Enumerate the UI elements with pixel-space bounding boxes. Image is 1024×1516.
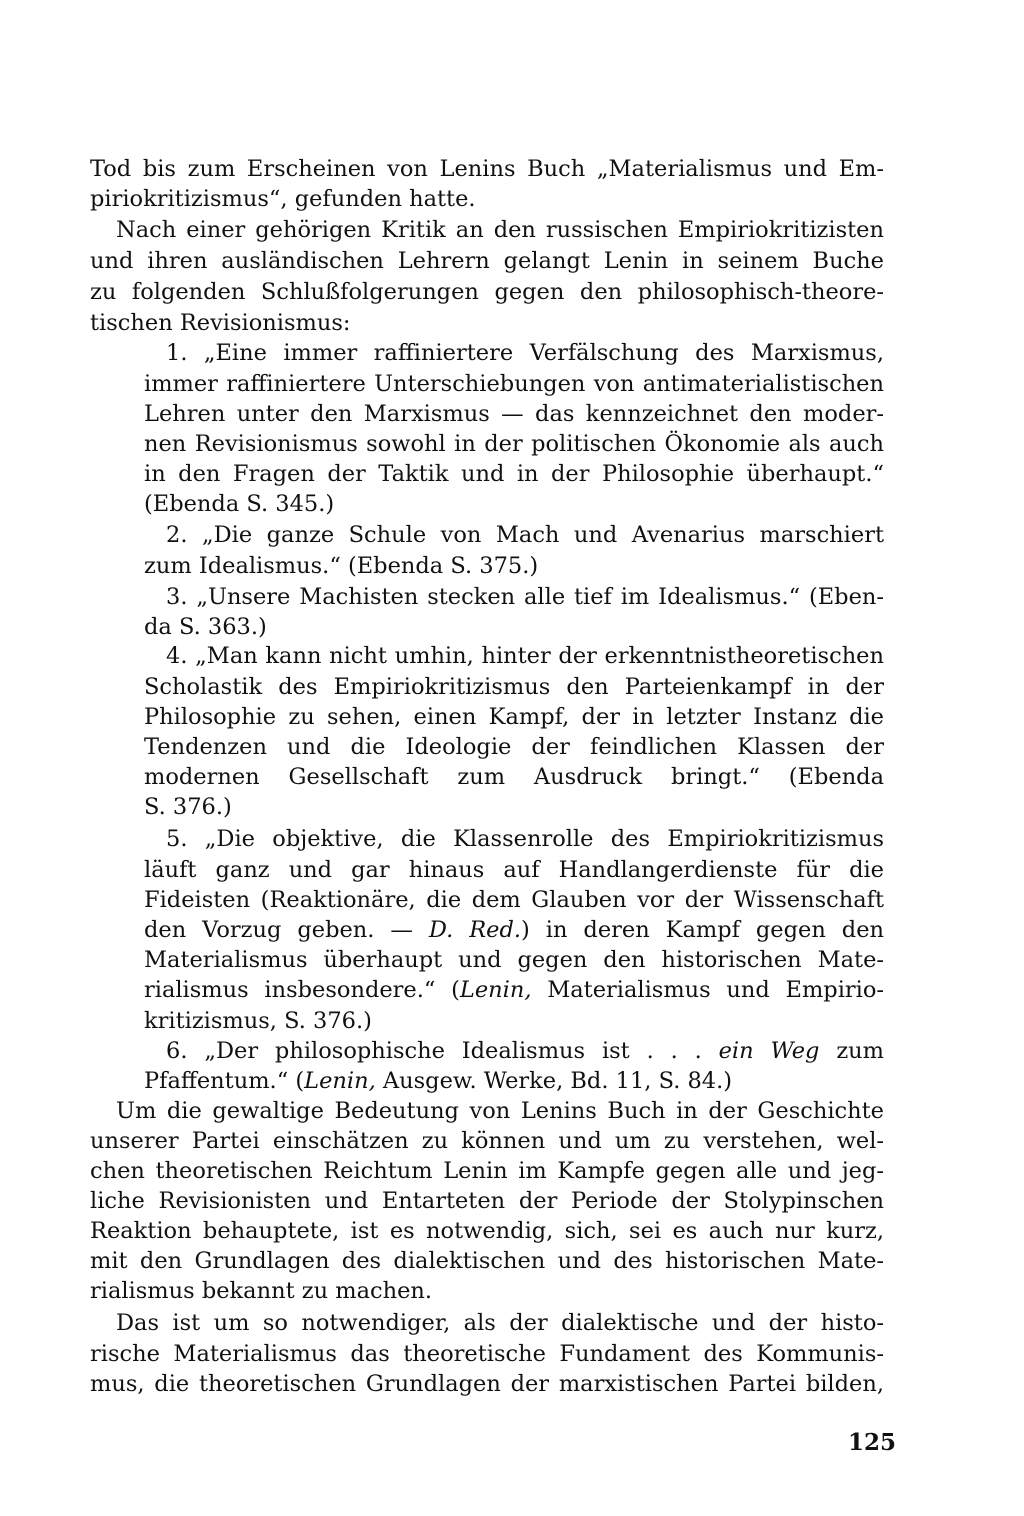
text-line bbox=[144, 1066, 732, 1096]
text-line: Materialismus überhaupt und gegen den historischen Mate- bbox=[144, 947, 884, 973]
text-line: 3. „Unsere Machisten stecken alle tief im Idealismus.“ (Eben- bbox=[166, 584, 884, 610]
text-line: S. 376.) bbox=[144, 794, 232, 820]
text-line: liche Revisionisten und Entarteten der Periode der Stolypinschen bbox=[90, 1188, 884, 1214]
text-line: mus, die theoretischen Grundlagen der marxistischen Partei bilden, bbox=[90, 1371, 884, 1397]
text-line: kritizismus, S. 376.) bbox=[144, 1008, 372, 1034]
text-line: da S. 363.) bbox=[144, 614, 267, 640]
text-line: 4. „Man kann nicht umhin, hinter der erkenntnistheoretischen bbox=[166, 643, 884, 669]
text-line: läuft ganz und gar hinaus auf Handlangerdienste für die bbox=[144, 857, 884, 883]
page-number: 125 bbox=[847, 1429, 896, 1456]
text-run: ) in deren Kampf gegen den bbox=[521, 917, 884, 943]
text-line: Tod bis zum Erscheinen von Lenins Buch „Materialismus und Em- bbox=[90, 156, 884, 182]
text-line: tischen Revisionismus: bbox=[90, 310, 351, 336]
text-line: Lehren unter den Marxismus — das kennzeichnet den moder- bbox=[144, 401, 884, 427]
text-line: rische Materialismus das theoretische Fundament des Kommunis- bbox=[90, 1341, 884, 1367]
text-line: immer raffiniertere Unterschiebungen von antimaterialistischen bbox=[144, 371, 884, 397]
text-line: Um die gewaltige Bedeutung von Lenins Buch in der Geschichte bbox=[116, 1098, 884, 1124]
text-line: mit den Grundlagen des dialektischen und des historischen Mate- bbox=[90, 1248, 884, 1274]
text-run: 6. „Der philosophische Idealismus ist . . . bbox=[166, 1038, 719, 1064]
text-run: Ausgew. Werke, Bd. 11, S. 84.) bbox=[375, 1068, 733, 1094]
text-run: Materialismus und Empirio- bbox=[531, 977, 884, 1003]
text-line: 2. „Die ganze Schule von Mach und Avenarius marschiert bbox=[166, 522, 884, 548]
text-line: zum Idealismus.“ (Ebenda S. 375.) bbox=[144, 553, 539, 579]
text-line: nen Revisionismus sowohl in der politischen Ökonomie als auch bbox=[144, 431, 884, 457]
text-line: 5. „Die objektive, die Klassenrolle des Empiriokritizismus bbox=[166, 826, 884, 852]
text-line: (Ebenda S. 345.) bbox=[144, 491, 335, 517]
emphasis: Lenin, bbox=[304, 1068, 376, 1094]
text-line: Philosophie zu sehen, einen Kampf, der in letzter Instanz die bbox=[144, 704, 884, 730]
text-run: zum bbox=[819, 1038, 885, 1064]
emphasis: ein Weg bbox=[718, 1038, 820, 1064]
text-line: 1. „Eine immer raffiniertere Verfälschung des Marxismus, bbox=[166, 340, 884, 366]
text-line: Tendenzen und die Ideologie der feindlichen Klassen der bbox=[144, 734, 884, 760]
text-line: Scholastik des Empiriokritizismus den Parteienkampf in der bbox=[144, 674, 884, 700]
text-line: piriokritizismus“, gefunden hatte. bbox=[90, 186, 476, 212]
text-run: den Vorzug geben. — bbox=[144, 917, 429, 943]
text-line: modernen Gesellschaft zum Ausdruck bringt.“ (Ebenda bbox=[144, 764, 884, 790]
text-line bbox=[144, 915, 884, 945]
text-line: Nach einer gehörigen Kritik an den russischen Empiriokritizisten bbox=[116, 217, 884, 243]
text-run: Pfaffentum.“ ( bbox=[144, 1068, 305, 1094]
text-line: und ihren ausländischen Lehrern gelangt Lenin in seinem Buche bbox=[90, 248, 884, 274]
text-line bbox=[144, 975, 884, 1005]
text-line: Reaktion behauptete, ist es notwendig, sich, sei es auch nur kurz, bbox=[90, 1218, 884, 1244]
text-line: rialismus bekannt zu machen. bbox=[90, 1278, 433, 1304]
text-line: chen theoretischen Reichtum Lenin im Kampfe gegen alle und jeg- bbox=[90, 1158, 884, 1184]
text-line: unserer Partei einschätzen zu können und um zu verstehen, wel- bbox=[90, 1128, 884, 1154]
text-run: rialismus insbesondere.“ ( bbox=[144, 977, 460, 1003]
text-line bbox=[166, 1036, 884, 1066]
text-line: Das ist um so notwendiger, als der dialektische und der histo- bbox=[116, 1310, 884, 1336]
text-line: Fideisten (Reaktionäre, die dem Glauben vor der Wissenschaft bbox=[144, 887, 884, 913]
emphasis: Lenin, bbox=[459, 977, 532, 1003]
emphasis: D. Red. bbox=[428, 917, 522, 943]
text-line: in den Fragen der Taktik und in der Philosophie überhaupt.“ bbox=[144, 461, 884, 487]
text-line: zu folgenden Schlußfolgerungen gegen den philosophisch-theore- bbox=[90, 279, 884, 305]
